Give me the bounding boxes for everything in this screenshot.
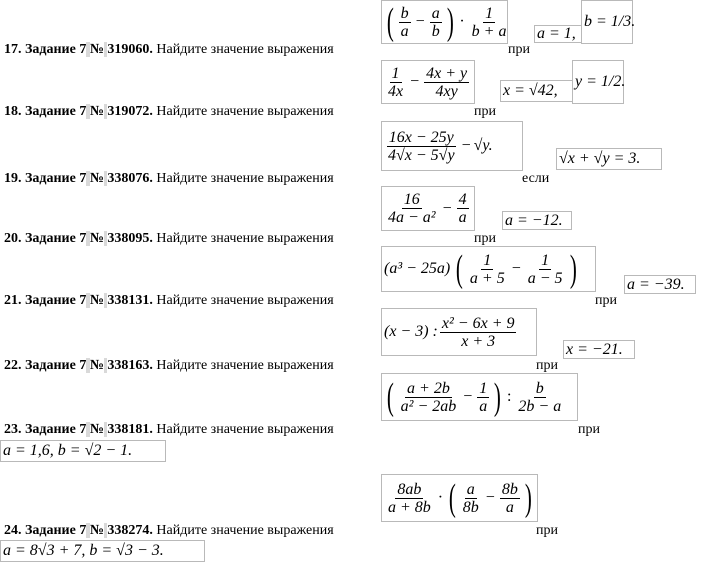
conj-23: при <box>578 422 600 437</box>
condition-22: x = −21. <box>563 340 635 359</box>
task-label-24: 24. Задание 7 № 338274. Найдите значение выражения <box>4 523 334 538</box>
expression-24: $\frac{8ab}{a + 8b}$ · ( $\frac{a}{8b}$ − $\frac{8b}{a}$ ) <box>381 474 538 522</box>
task-label-23: 23. Задание 7 № 338181. Найдите значение выражения <box>4 422 334 437</box>
conj-19: если <box>522 171 550 186</box>
conj-22: при <box>536 358 558 373</box>
condition-17a: a = 1, <box>534 25 582 43</box>
expression-19: $\frac{16x - 25y}{4√x - 5√y}$ − √y. <box>381 121 523 171</box>
task-label-19: 19. Задание 7 № 338076. Найдите значение выражения <box>4 171 334 186</box>
condition-23: a = 1,6, b = √2 − 1. <box>0 440 166 462</box>
conj-24: при <box>536 523 558 538</box>
expression-23: ( $\frac{a + 2b}{\text{a² − 2ab}}$ − $\frac{1}{a}$ ) : $\frac{b}{2b - a}$ <box>381 373 578 421</box>
condition-18a: x = √42, <box>500 80 574 102</box>
condition-24: a = 8√3 + 7, b = √3 − 3. <box>0 540 205 562</box>
conj-17: при <box>508 42 530 57</box>
expression-20: $\frac{16}{\text{4a − a²}}$ − $\frac{4}{a}$ <box>381 186 475 231</box>
task-label-22: 22. Задание 7 № 338163. Найдите значение выражения <box>4 358 334 373</box>
condition-20: a = −12. <box>502 211 572 230</box>
expression-18: $\frac{1}{4x}$ − $\frac{4x + y}{4xy}$ <box>381 60 475 104</box>
condition-17b: b = 1/3. <box>581 0 633 44</box>
task-label-20: 20. Задание 7 № 338095. Найдите значение выражения <box>4 231 334 246</box>
conj-21: при <box>595 293 617 308</box>
condition-21: a = −39. <box>624 275 696 294</box>
expression-17: ( $\frac{b}{a}$ − $\frac{a}{b}$ ) · $\frac{1}{b + a}$ <box>381 0 508 44</box>
expression-21: (a³ − 25a) ( $\frac{1}{a + 5}$ − $\frac{1}{a - 5}$ ) <box>381 246 596 292</box>
task-label-21: 21. Задание 7 № 338131. Найдите значение выражения <box>4 293 334 308</box>
expression-22: (x − 3) : $\frac{\text{x² − 6x + 9}}{x + 3}$ <box>381 308 537 356</box>
task-label-17: 17. Задание 7 № 319060. Найдите значение выражения <box>4 42 334 57</box>
condition-19: √x + √y = 3. <box>556 148 662 170</box>
condition-18b: y = 1/2. <box>572 60 624 104</box>
conj-20: при <box>474 231 496 246</box>
task-label-18: 18. Задание 7 № 319072. Найдите значение выражения <box>4 104 334 119</box>
conj-18: при <box>474 104 496 119</box>
